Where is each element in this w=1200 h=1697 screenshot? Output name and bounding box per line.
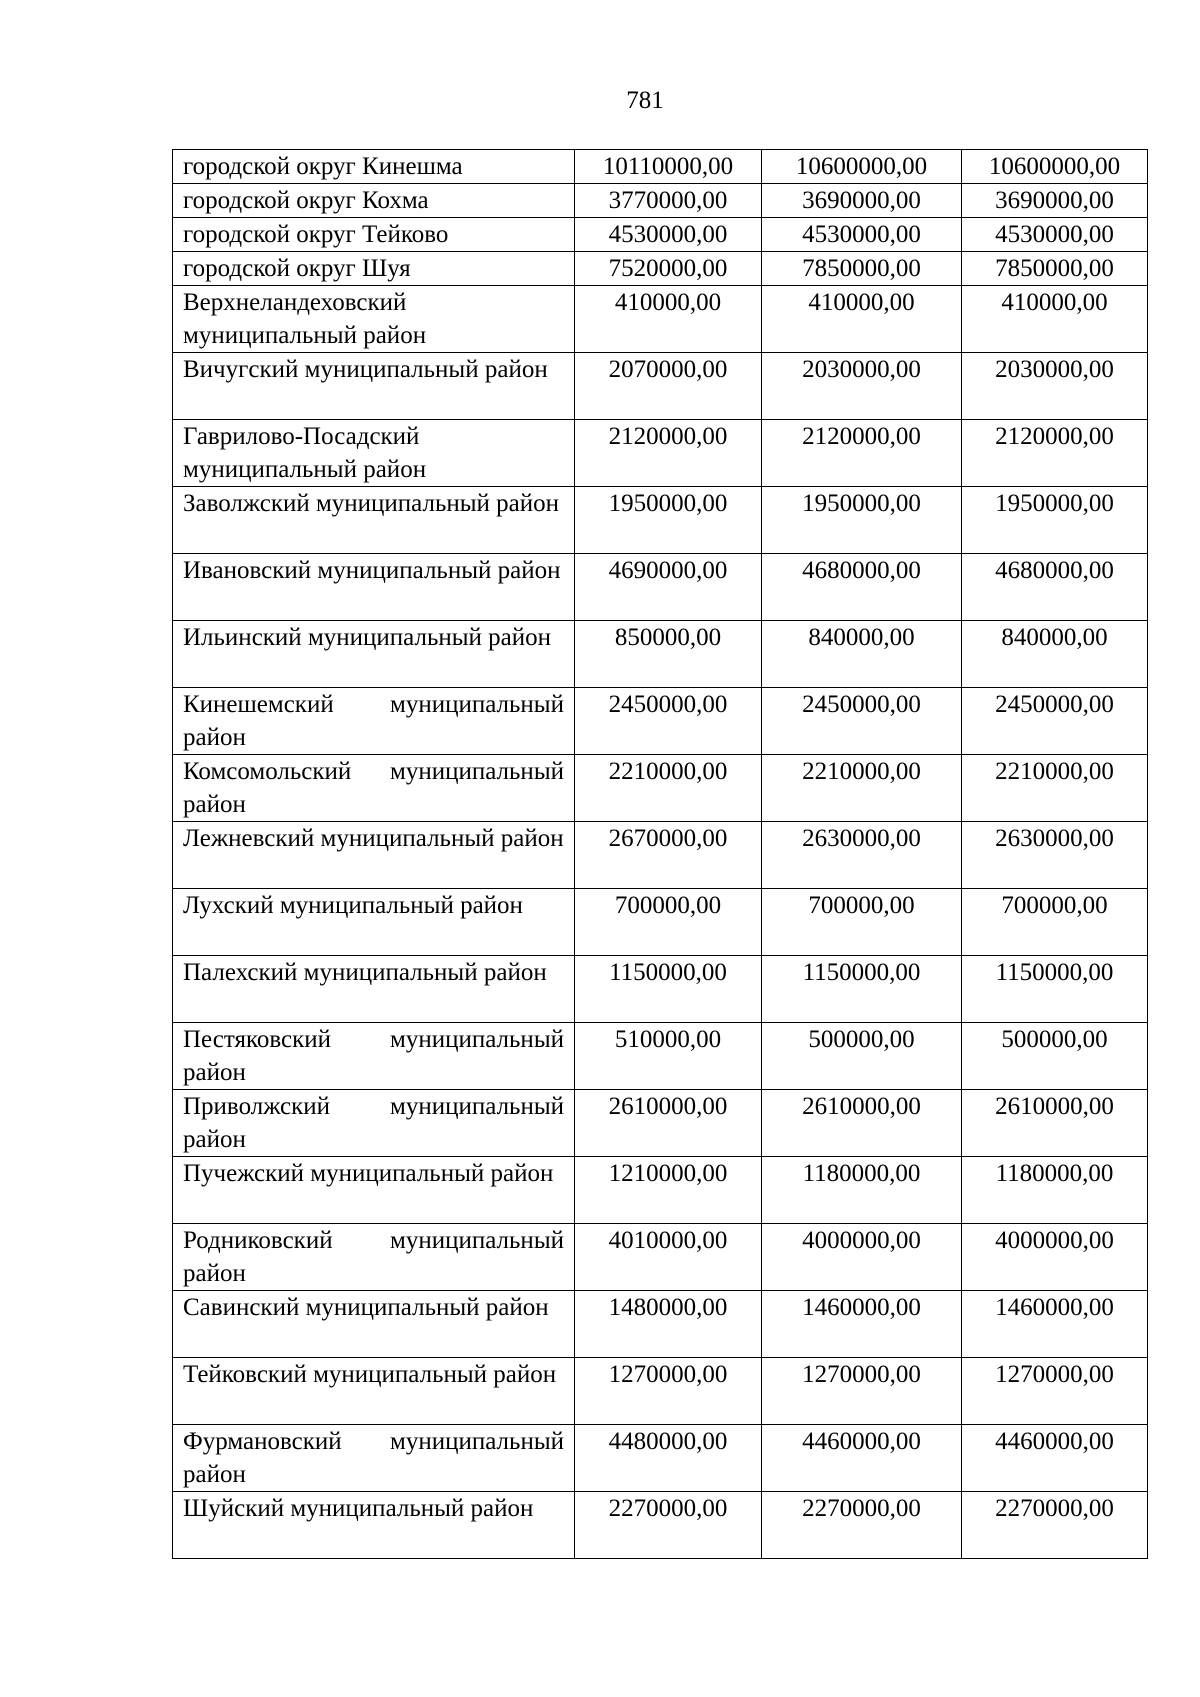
table-row [173,1224,1148,1291]
municipality-name: Заволжский муниципальный район [173,487,575,554]
amount-col-1: 410000,00 [575,286,762,353]
amount-col-2: 840000,00 [762,621,962,688]
amount-col-2: 2120000,00 [762,420,962,487]
amount-col-3: 4000000,00 [962,1224,1148,1291]
amount-col-1: 1150000,00 [575,956,762,1023]
municipality-name: городской округ Кохма [173,184,575,218]
amount-col-2: 2030000,00 [762,353,962,420]
table-row [173,1425,1148,1492]
amount-col-3: 4530000,00 [962,218,1148,252]
municipality-name: Вичугский муниципальный район [173,353,575,420]
amount-col-2: 2630000,00 [762,822,962,889]
budget-table [172,149,1148,1559]
amount-col-2: 500000,00 [762,1023,962,1090]
amount-col-1: 4690000,00 [575,554,762,621]
table-row [173,487,1148,554]
amount-col-3: 1950000,00 [962,487,1148,554]
amount-col-1: 7520000,00 [575,252,762,286]
amount-col-3: 500000,00 [962,1023,1148,1090]
municipality-name: Приволжский муниципальный район [173,1090,575,1157]
municipality-name: городской округ Кинешма [173,150,575,184]
amount-col-1: 850000,00 [575,621,762,688]
municipality-name: Пестяковский муниципальный район [173,1023,575,1090]
amount-col-2: 2270000,00 [762,1492,962,1559]
municipality-name: Фурмановский муниципальный район [173,1425,575,1492]
amount-col-2: 2210000,00 [762,755,962,822]
table-row [173,1023,1148,1090]
amount-col-1: 2210000,00 [575,755,762,822]
amount-col-1: 4010000,00 [575,1224,762,1291]
amount-col-2: 1950000,00 [762,487,962,554]
table-row [173,1291,1148,1358]
amount-col-2: 4530000,00 [762,218,962,252]
amount-col-3: 4460000,00 [962,1425,1148,1492]
amount-col-2: 10600000,00 [762,150,962,184]
amount-col-1: 700000,00 [575,889,762,956]
table-row [173,150,1148,184]
table-row [173,1492,1148,1559]
amount-col-3: 7850000,00 [962,252,1148,286]
amount-col-2: 410000,00 [762,286,962,353]
table-row [173,1090,1148,1157]
table-row [173,1157,1148,1224]
amount-col-3: 840000,00 [962,621,1148,688]
municipality-name: Пучежский муниципальный район [173,1157,575,1224]
amount-col-3: 2450000,00 [962,688,1148,755]
amount-col-1: 2450000,00 [575,688,762,755]
amount-col-3: 410000,00 [962,286,1148,353]
amount-col-2: 3690000,00 [762,184,962,218]
municipality-name: Палехский муниципальный район [173,956,575,1023]
municipality-name: Лухский муниципальный район [173,889,575,956]
amount-col-3: 1180000,00 [962,1157,1148,1224]
amount-col-3: 1460000,00 [962,1291,1148,1358]
amount-col-3: 2270000,00 [962,1492,1148,1559]
amount-col-2: 4000000,00 [762,1224,962,1291]
table-row [173,755,1148,822]
amount-col-2: 1180000,00 [762,1157,962,1224]
amount-col-2: 4680000,00 [762,554,962,621]
amount-col-3: 2210000,00 [962,755,1148,822]
municipality-name: Ильинский муниципальный район [173,621,575,688]
table-row [173,420,1148,487]
table-row [173,286,1148,353]
amount-col-1: 10110000,00 [575,150,762,184]
amount-col-3: 1270000,00 [962,1358,1148,1425]
amount-col-1: 2070000,00 [575,353,762,420]
amount-col-2: 1150000,00 [762,956,962,1023]
amount-col-1: 4480000,00 [575,1425,762,1492]
amount-col-2: 700000,00 [762,889,962,956]
amount-col-1: 4530000,00 [575,218,762,252]
municipality-name: Верхнеландеховский муниципальный район [173,286,575,353]
table-row [173,554,1148,621]
table-row [173,889,1148,956]
municipality-name: Комсомольский муниципальный район [173,755,575,822]
table-row [173,956,1148,1023]
amount-col-1: 1270000,00 [575,1358,762,1425]
amount-col-2: 1460000,00 [762,1291,962,1358]
municipality-name: Ивановский муниципальный район [173,554,575,621]
amount-col-3: 10600000,00 [962,150,1148,184]
amount-col-3: 1150000,00 [962,956,1148,1023]
municipality-name: Родниковский муниципальный район [173,1224,575,1291]
amount-col-1: 2270000,00 [575,1492,762,1559]
table-row [173,252,1148,286]
table-row [173,353,1148,420]
table-row [173,184,1148,218]
amount-col-1: 2670000,00 [575,822,762,889]
municipality-name: городской округ Шуя [173,252,575,286]
table-row [173,1358,1148,1425]
amount-col-3: 4680000,00 [962,554,1148,621]
table-row [173,688,1148,755]
amount-col-1: 1480000,00 [575,1291,762,1358]
amount-col-1: 2610000,00 [575,1090,762,1157]
amount-col-2: 2450000,00 [762,688,962,755]
amount-col-1: 3770000,00 [575,184,762,218]
amount-col-1: 1950000,00 [575,487,762,554]
municipality-name: Савинский муниципальный район [173,1291,575,1358]
table-row [173,218,1148,252]
municipality-name: Кинешемский муниципальный район [173,688,575,755]
municipality-name: городской округ Тейково [173,218,575,252]
amount-col-2: 2610000,00 [762,1090,962,1157]
municipality-name: Тейковский муниципальный район [173,1358,575,1425]
amount-col-3: 2610000,00 [962,1090,1148,1157]
amount-col-2: 1270000,00 [762,1358,962,1425]
amount-col-2: 4460000,00 [762,1425,962,1492]
table-row [173,621,1148,688]
amount-col-1: 510000,00 [575,1023,762,1090]
amount-col-3: 700000,00 [962,889,1148,956]
amount-col-3: 2630000,00 [962,822,1148,889]
municipality-name: Лежневский муниципальный район [173,822,575,889]
amount-col-3: 2030000,00 [962,353,1148,420]
amount-col-1: 2120000,00 [575,420,762,487]
amount-col-2: 7850000,00 [762,252,962,286]
municipality-name: Гаврилово-Посадский муниципальный район [173,420,575,487]
amount-col-3: 3690000,00 [962,184,1148,218]
amount-col-3: 2120000,00 [962,420,1148,487]
table-row [173,822,1148,889]
amount-col-1: 1210000,00 [575,1157,762,1224]
page-number: 781 [626,87,664,114]
municipality-name: Шуйский муниципальный район [173,1492,575,1559]
